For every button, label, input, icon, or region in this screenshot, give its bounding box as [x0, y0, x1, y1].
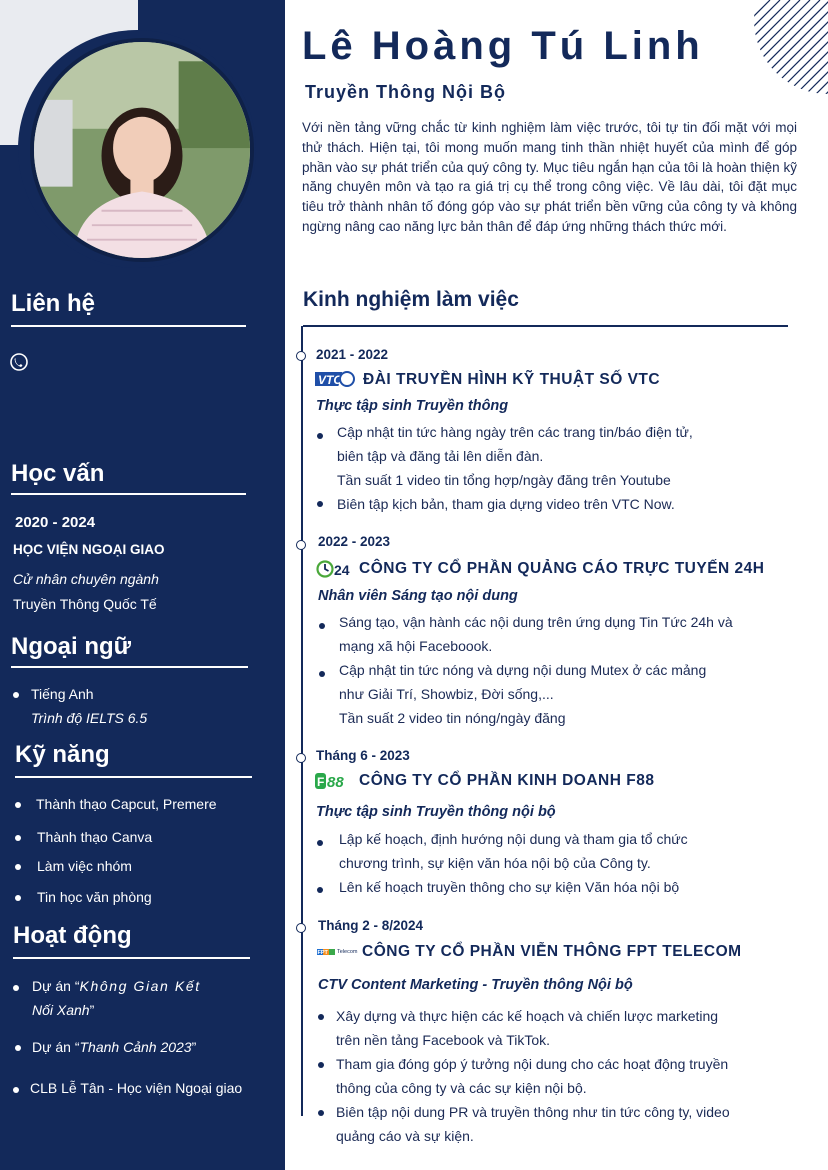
job-detail-line: Tần suất 2 video tin nóng/ngày đăng: [339, 710, 566, 726]
bullet: [15, 1045, 21, 1051]
activity-item: CLB Lễ Tân - Học viện Ngoại giao: [30, 1080, 243, 1096]
bullet: [15, 895, 21, 901]
bullet: [13, 985, 19, 991]
job-position: CTV Content Marketing - Truyền thông Nội bộ: [318, 977, 633, 993]
profile-photo-illustration: [34, 42, 250, 258]
languages-heading: Ngoại ngữ: [11, 633, 132, 660]
bullet: [317, 887, 323, 893]
job-company: CÔNG TY CỔ PHẦN KINH DOANH F88: [359, 772, 655, 789]
contact-divider: [11, 325, 246, 327]
job-detail-line: chương trình, sự kiện văn hóa nội bộ của Công ty.: [339, 855, 651, 871]
job-detail-line: như Giải Trí, Showbiz, Đời sống,...: [339, 686, 554, 702]
skills-heading: Kỹ năng: [15, 741, 110, 768]
job-detail-line: Biên tập nội dung PR và truyền thông như tin tức công ty, video: [336, 1104, 730, 1120]
fpt-logo-icon: [317, 946, 357, 962]
skill-item: Tin học văn phòng: [37, 889, 152, 905]
svg-text:88: 88: [327, 774, 344, 790]
experience-timeline: [301, 326, 303, 1116]
job-detail-line: Lập kế hoạch, định hướng nội dung và tham gia tổ chức: [339, 831, 688, 847]
svg-text:24: 24: [334, 562, 350, 578]
timeline-node: [296, 753, 306, 763]
job-detail-line: thông của công ty và các sự kiện nội bộ.: [336, 1080, 587, 1096]
job-detail-line: Cập nhật tin tức nóng và dựng nội dung Mutex ở các mảng: [339, 662, 707, 678]
profile-summary: Với nền tảng vững chắc từ kinh nghiệm làm việc trước, tôi tự tin đối mặt với mọi thử thách. Hiện tại, tôi mong muốn mang tinh thần nhiệt huyết của mình để góp phần vào sự phát triển của quý công ty. Mục tiêu ngắn hạn của tôi là hoàn thiện kỹ năng chuyên môn và tạo ra giá trị cụ thể trong công việc. Về lâu dài, tôi đặt mục tiêu trở thành nhân tố đóng góp vào sự phát triển bền vững của công ty và không ngừng nâng cao năng lực bản thân để đáp ứng những thách thức mới.: [302, 120, 797, 234]
job-period: Tháng 2 - 8/2024: [318, 918, 424, 933]
bullet: [317, 501, 323, 507]
profile-photo: [30, 38, 254, 262]
bullet: [317, 840, 323, 846]
skill-item: Làm việc nhóm: [37, 858, 132, 874]
svg-text:VTC: VTC: [318, 373, 342, 387]
bullet: [317, 433, 323, 439]
activities-divider: [13, 957, 250, 959]
fpt-logo-subtext: Telecom: [337, 949, 358, 955]
bullet: [13, 692, 19, 698]
job-company: CÔNG TY CỔ PHẦN QUẢNG CÁO TRỰC TUYẾN 24H: [359, 560, 765, 577]
activity-suffix: ”: [89, 1002, 95, 1018]
skills-divider: [15, 776, 252, 778]
contact-heading: Liên hệ: [11, 290, 96, 317]
timeline-node: [296, 540, 306, 550]
activity-suffix: ”: [191, 1039, 197, 1055]
experience-divider: [303, 325, 788, 327]
job-detail-line: Cập nhật tin tức hàng ngày trên các trang tin/báo điện tử,: [337, 424, 693, 440]
education-heading: Học vấn: [11, 460, 105, 487]
education-divider: [11, 493, 246, 495]
job-detail-line: trên nền tảng Facebook và TikTok.: [336, 1032, 551, 1048]
job-position: Thực tập sinh Truyền thông: [316, 398, 509, 414]
job-company: ĐÀI TRUYỀN HÌNH KỸ THUẬT SỐ VTC: [363, 371, 661, 388]
skill-item: Thành thạo Capcut, Premere: [36, 796, 217, 812]
education-school: HỌC VIỆN NGOẠI GIAO: [13, 542, 165, 557]
education-major: Truyền Thông Quốc Tế: [13, 596, 157, 612]
bullet: [13, 1087, 19, 1093]
bullet: [15, 802, 21, 808]
bullet: [318, 1110, 324, 1116]
bullet: [319, 623, 325, 629]
language-name: Tiếng Anh: [31, 686, 94, 702]
job-detail-line: Sáng tạo, vận hành các nội dung trên ứng dụng Tin Tức 24h và: [339, 614, 733, 630]
activity-prefix: Dự án “: [32, 1039, 80, 1055]
job-position: Nhân viên Sáng tạo nội dung: [318, 588, 518, 604]
svg-text:F: F: [317, 775, 325, 789]
candidate-name: Lê Hoàng Tú Linh: [302, 24, 704, 68]
activity-title: Thanh Cảnh 2023: [79, 1039, 192, 1055]
bullet: [15, 835, 21, 841]
languages-divider: [11, 666, 248, 668]
job-detail-line: quảng cáo và sự kiện.: [336, 1128, 474, 1144]
timeline-node: [296, 923, 306, 933]
education-degree: Cử nhân chuyên ngành: [13, 571, 159, 587]
skill-item: Thành thạo Canva: [37, 829, 153, 845]
job-detail-line: Xây dựng và thực hiện các kế hoạch và chiến lược marketing: [336, 1008, 719, 1024]
experience-heading: Kinh nghiệm làm việc: [303, 288, 519, 311]
job-detail-line: Tần suất 1 video tin tổng hợp/ngày đăng trên Youtube: [337, 472, 671, 488]
job-position: Thực tập sinh Truyền thông nội bộ: [316, 804, 556, 820]
activity-item-cont: [32, 1002, 94, 1018]
bullet: [15, 864, 21, 870]
activity-title: Không Gian Kết: [79, 978, 201, 994]
job-period: 2021 - 2022: [316, 347, 389, 362]
phone-icon: [9, 352, 29, 372]
job-detail-line: mạng xã hội Faceboook.: [339, 638, 493, 654]
activity-prefix: Dự án “: [32, 978, 80, 994]
bullet: [319, 671, 325, 677]
timeline-node: [296, 351, 306, 361]
f88-logo-icon: [315, 772, 353, 790]
activity-item: [32, 1039, 196, 1055]
candidate-role: Truyền Thông Nội Bộ: [305, 82, 506, 102]
bullet: [318, 1014, 324, 1020]
bullet: [318, 1062, 324, 1068]
svg-text:FPT: FPT: [317, 950, 328, 956]
corner-hatch-decoration: [750, 0, 828, 98]
job-detail-line: Biên tập kịch bản, tham gia dựng video trên VTC Now.: [337, 496, 675, 512]
job-period: Tháng 6 - 2023: [316, 748, 410, 763]
job-detail-line: Tham gia đóng góp ý tưởng nội dung cho các hoạt động truyền: [336, 1056, 729, 1072]
24h-logo-icon: [316, 558, 354, 580]
job-detail-line: biên tập và đăng tải lên diễn đàn.: [337, 448, 544, 464]
job-company: CÔNG TY CỔ PHẦN VIỄN THÔNG FPT TELECOM: [362, 943, 742, 960]
language-level: Trình độ IELTS 6.5: [31, 710, 148, 726]
vtc-logo-icon: [315, 369, 355, 389]
activity-title-cont: Nối Xanh: [32, 1002, 90, 1018]
job-period: 2022 - 2023: [318, 534, 391, 549]
job-detail-line: Lên kế hoạch truyền thông cho sự kiện Văn hóa nội bộ: [339, 879, 680, 895]
education-period: 2020 - 2024: [15, 514, 96, 531]
activities-heading: Hoạt động: [13, 922, 132, 949]
activity-item: [32, 978, 201, 994]
